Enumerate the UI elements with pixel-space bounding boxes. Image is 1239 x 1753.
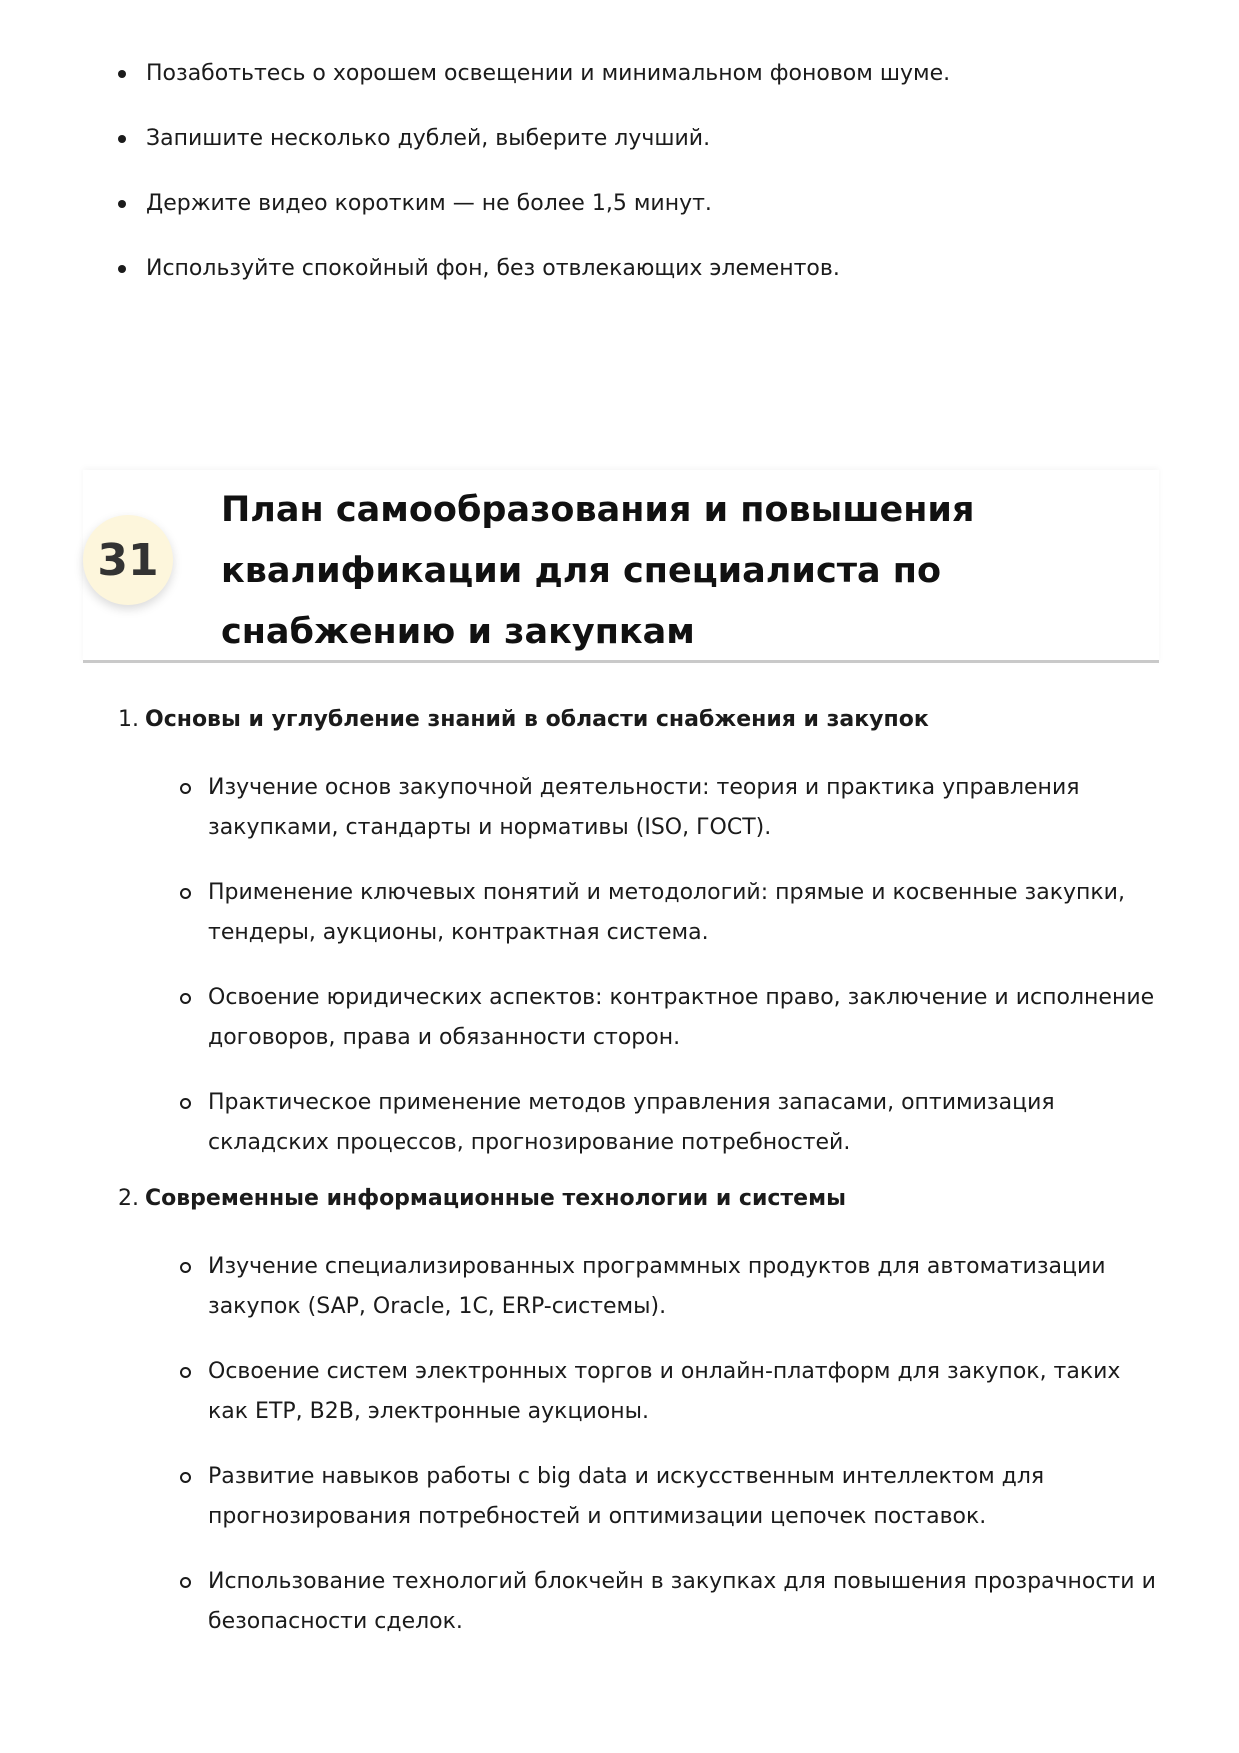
circle-bullet-icon bbox=[180, 993, 191, 1004]
list-item-text: Запишите несколько дублей, выберите лучший. bbox=[146, 126, 711, 151]
list-item bbox=[118, 1352, 1158, 1432]
list-item-text: Изучение основ закупочной деятельности: теория и практика управления закупками, стандарты и нормативы (ISO, ГОСТ). bbox=[208, 775, 1080, 840]
plan-section-2 bbox=[118, 1182, 1158, 1642]
tips-bullet-list bbox=[118, 58, 1158, 318]
circle-bullet-icon bbox=[180, 1472, 191, 1483]
list-item-text: Держите видео коротким — не более 1,5 минут. bbox=[146, 191, 712, 216]
plan-section-number: 2. bbox=[118, 1186, 139, 1211]
bullet-icon bbox=[118, 265, 126, 273]
list-item bbox=[118, 1562, 1158, 1642]
list-item bbox=[118, 58, 1158, 90]
section-number-badge: 31 bbox=[83, 515, 173, 605]
list-item-text: Используйте спокойный фон, без отвлекающих элементов. bbox=[146, 256, 840, 281]
plan-section-number: 1. bbox=[118, 707, 139, 732]
list-item-text: Освоение систем электронных торгов и онлайн-платформ для закупок, таких как ETP, B2B, электронные аукционы. bbox=[208, 1359, 1121, 1424]
circle-bullet-icon bbox=[180, 1262, 191, 1273]
list-item bbox=[118, 768, 1158, 848]
bullet-icon bbox=[118, 70, 126, 78]
plan-section-title: Основы и углубление знаний в области снабжения и закупок bbox=[145, 707, 929, 732]
circle-bullet-icon bbox=[180, 1367, 191, 1378]
plan-sub-list bbox=[118, 768, 1158, 1163]
circle-bullet-icon bbox=[180, 1098, 191, 1109]
list-item bbox=[118, 253, 1158, 285]
list-item bbox=[118, 1083, 1158, 1163]
section-title: План самообразования и повышения квалификации для специалиста по снабжению и закупкам bbox=[221, 490, 975, 652]
bullet-icon bbox=[118, 200, 126, 208]
list-item-text: Развитие навыков работы с big data и искусственным интеллектом для прогнозирования потребностей и оптимизации цепочек поставок. bbox=[208, 1464, 1045, 1529]
list-item-text: Изучение специализированных программных продуктов для автоматизации закупок (SAP, Oracle, 1С, ERP-системы). bbox=[208, 1254, 1106, 1319]
list-item-text: Позаботьтесь о хорошем освещении и минимальном фоновом шуме. bbox=[146, 61, 951, 86]
circle-bullet-icon bbox=[180, 783, 191, 794]
plan-sub-list bbox=[118, 1247, 1158, 1642]
circle-bullet-icon bbox=[180, 888, 191, 899]
plan-section-title: Современные информационные технологии и системы bbox=[145, 1186, 846, 1211]
list-item-text: Применение ключевых понятий и методологий: прямые и косвенные закупки, тендеры, аукционы, контрактная система. bbox=[208, 880, 1125, 945]
plan-section-heading bbox=[118, 1182, 1158, 1216]
list-item-text: Освоение юридических аспектов: контрактное право, заключение и исполнение договоров, права и обязанности сторон. bbox=[208, 985, 1155, 1050]
list-item bbox=[118, 123, 1158, 155]
plan-section-1 bbox=[118, 703, 1158, 1163]
bullet-icon bbox=[118, 135, 126, 143]
list-item bbox=[118, 1247, 1158, 1327]
plan-section-heading bbox=[118, 703, 1158, 737]
list-item bbox=[118, 978, 1158, 1058]
list-item-text: Практическое применение методов управления запасами, оптимизация складских процессов, прогнозирование потребностей. bbox=[208, 1090, 1055, 1155]
circle-bullet-icon bbox=[180, 1577, 191, 1588]
plan-ordered-list bbox=[118, 703, 1158, 1667]
list-item-text: Использование технологий блокчейн в закупках для повышения прозрачности и безопасности сделок. bbox=[208, 1569, 1156, 1634]
section-header bbox=[83, 470, 1159, 663]
list-item bbox=[118, 873, 1158, 953]
list-item bbox=[118, 1457, 1158, 1537]
list-item bbox=[118, 188, 1158, 220]
